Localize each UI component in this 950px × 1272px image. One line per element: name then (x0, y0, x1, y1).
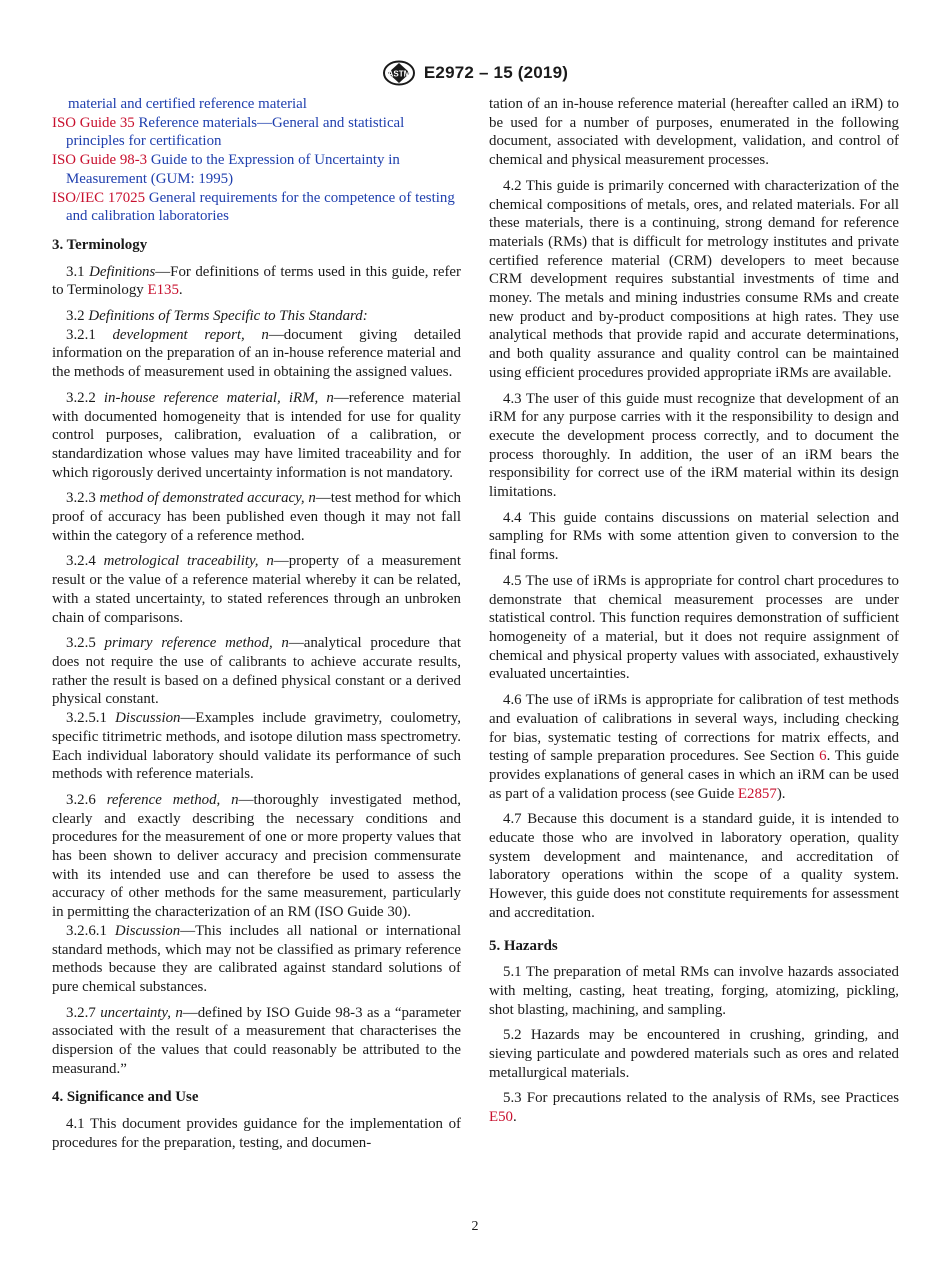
paragraph-4-1-continued: tation of an in-house reference material (hereafter called an iRM) to be used for a number of purposes, enumerated in the following document, associated with development, validation, and control of chemical and physical measurement processes. (489, 96, 899, 169)
paragraph-4-2: 4.2 This guide is primarily concerned with characterization of the chemical compositions of metals, ores, and related materials. For all these materials, there is a continuing, strong demand for reference materials (RMs) that is difficult for metrology institutes and private certified reference material (CRM) developers to meet because CRM development requires substantial investments of time and money. The metals and mining industries consume RMs and create new product and by-product compositions at high rates. They use analytical methods that provide rapid and accurate determinations, and both quality assurance and quality control can be maintained using efficient procedures provided appropriate iRMs are available. (489, 177, 899, 381)
paragraph-4-7: 4.7 Because this document is a standard guide, it is intended to educate those who are involved in laboratory operation, quality system development and maintenance, and accreditation of laboratory operations within the scope of a quality system. However, this guide does not constitute requirements for assessment and accreditation. (489, 811, 899, 921)
reference-item[interactable]: ISO Guide 35 Reference materials—General and statistical principles for certification (52, 114, 405, 150)
paragraph-5-3: 5.3 For precautions related to the analysis of RMs, see Practices E50. (489, 1090, 899, 1126)
paragraph-3-2-1: 3.2.1 development report, n—document giving detailed information on the preparation of an in-house reference material and the methods of measurement used in obtaining the assigned values. (52, 326, 461, 381)
reference-item[interactable]: material and certified reference material (68, 96, 307, 112)
page-header (0, 58, 950, 88)
reference-item[interactable]: ISO/IEC 17025 General requirements for the competence of testing and calibration laboratories (52, 189, 455, 225)
paragraph-4-4: 4.4 This guide contains discussions on material selection and sampling for RMs with some attention given to conversion to the final forms. (489, 509, 899, 564)
paragraph-3-2-2: 3.2.2 in-house reference material, iRM, n—reference material with documented homogeneity that is intended for use for quality control purposes, calibration, evaluation of a calibration, or standardization whose values may have limited traceability and for which rigorously derived uncertainty information is not mandatory. (52, 389, 461, 481)
paragraph-3-2-3: 3.2.3 method of demonstrated accuracy, n—test method for which proof of accuracy has been published even though it may not fall within the category of a reference method. (52, 490, 461, 544)
document-id: E2972 – 15 (2019) (423, 63, 569, 82)
link-e135[interactable]: E135 (147, 282, 179, 299)
paragraph-3-2-5-1: 3.2.5.1 Discussion—Examples include gravimetry, coulometry, specific titrimetric methods, and isotope dilution mass spectrometry. Each individual laboratory should validate its performance of such methods with reference materials. (52, 710, 461, 783)
paragraph-3-2-6-1: 3.2.6.1 Discussion—This includes all national or international standard methods, which may not be classified as primary reference methods because they are calibrated against standard solutions of pure chemical substances. (52, 922, 461, 995)
paragraph-4-5: 4.5 The use of iRMs is appropriate for control chart procedures to demonstrate that chemical measurement processes are under statistical control. This function requires demonstration of sufficient homogeneity of a material, but it does not require assignment of chemical and physical property values with associated, exhaustively evaluated uncertainties. (489, 572, 899, 683)
link-section-6[interactable]: 6 (819, 748, 827, 765)
left-column (52, 95, 461, 1160)
paragraph-3-2: 3.2 Definitions of Terms Specific to This Standard: (66, 308, 368, 325)
astm-logo-icon (382, 60, 416, 86)
paragraph-3-2-7: 3.2.7 uncertainty, n—defined by ISO Guide 98-3 as a “parameter associated with the result of a measurement that characterises the dispersion of the values that could reasonably be attributed to the measurand.” (52, 1004, 461, 1077)
link-e50[interactable]: E50 (489, 1109, 513, 1126)
paragraph-3-2-5: 3.2.5 primary reference method, n—analytical procedure that does not require the use of calibrants to achieve accurate results, rather the result is based on a defined physical constant or a derived physical constant. (52, 635, 461, 708)
right-column (489, 95, 899, 1134)
section-heading-hazards: 5. Hazards (489, 937, 558, 954)
svg-text:ASTM: ASTM (387, 69, 411, 79)
paragraph-3-2-4: 3.2.4 metrological traceability, n—property of a measurement result or the value of a reference material whereby it can be related, with a stated uncertainty, to stated references through an unbroken chain of comparisons. (52, 553, 461, 626)
reference-item[interactable]: ISO Guide 98-3 Guide to the Expression of Uncertainty in Measurement (GUM: 1995) (52, 152, 400, 187)
paragraph-4-6: 4.6 The use of iRMs is appropriate for calibration of test methods and evaluation of calibrations in several ways, including checking for bias, systematic testing of corrections for matrix effects, and testing of sample preparation procedures. See Section 6. This guide provides explanations of general cases in which an iRM can be used as part of a validation process (see Guide E2857). (489, 692, 899, 802)
section-heading-terminology: 3. Terminology (52, 236, 148, 253)
paragraph-5-2: 5.2 Hazards may be encountered in crushing, grinding, and sieving particulate and powdered materials such as ores and related metallurgical materials. (489, 1027, 899, 1081)
link-e2857[interactable]: E2857 (737, 785, 777, 802)
page-number: 2 (471, 1219, 479, 1234)
paragraph-4-1: 4.1 This document provides guidance for the implementation of procedures for the preparation, testing, and documen- (52, 1116, 461, 1151)
paragraph-3-2-6: 3.2.6 reference method, n—thoroughly investigated method, clearly and exactly describing the necessary conditions and procedures for the measurement of one or more property values that has been shown to deliver accuracy and precision commensurate with its intended use and can therefore be used to assess the accuracy of other methods for the same measurement, particularly in permitting the characterization of an RM (ISO Guide 30). (52, 791, 461, 921)
paragraph-5-1: 5.1 The preparation of metal RMs can involve hazards associated with melting, casting, heat treating, forging, atomizing, pickling, shot blasting, machining, and sampling. (489, 964, 899, 1018)
section-heading-significance: 4. Significance and Use (52, 1089, 199, 1106)
paragraph-3-1: 3.1 Definitions—For definitions of terms used in this guide, refer to Terminology E135. (52, 263, 461, 299)
paragraph-4-3: 4.3 The user of this guide must recognize that development of an iRM for any purpose carries with it the responsibility to design and execute the development process correctly, and to document the process thoroughly. In addition, the user of an iRM bears the responsibility for correct use of the iRM material within its design limitations. (489, 390, 899, 501)
